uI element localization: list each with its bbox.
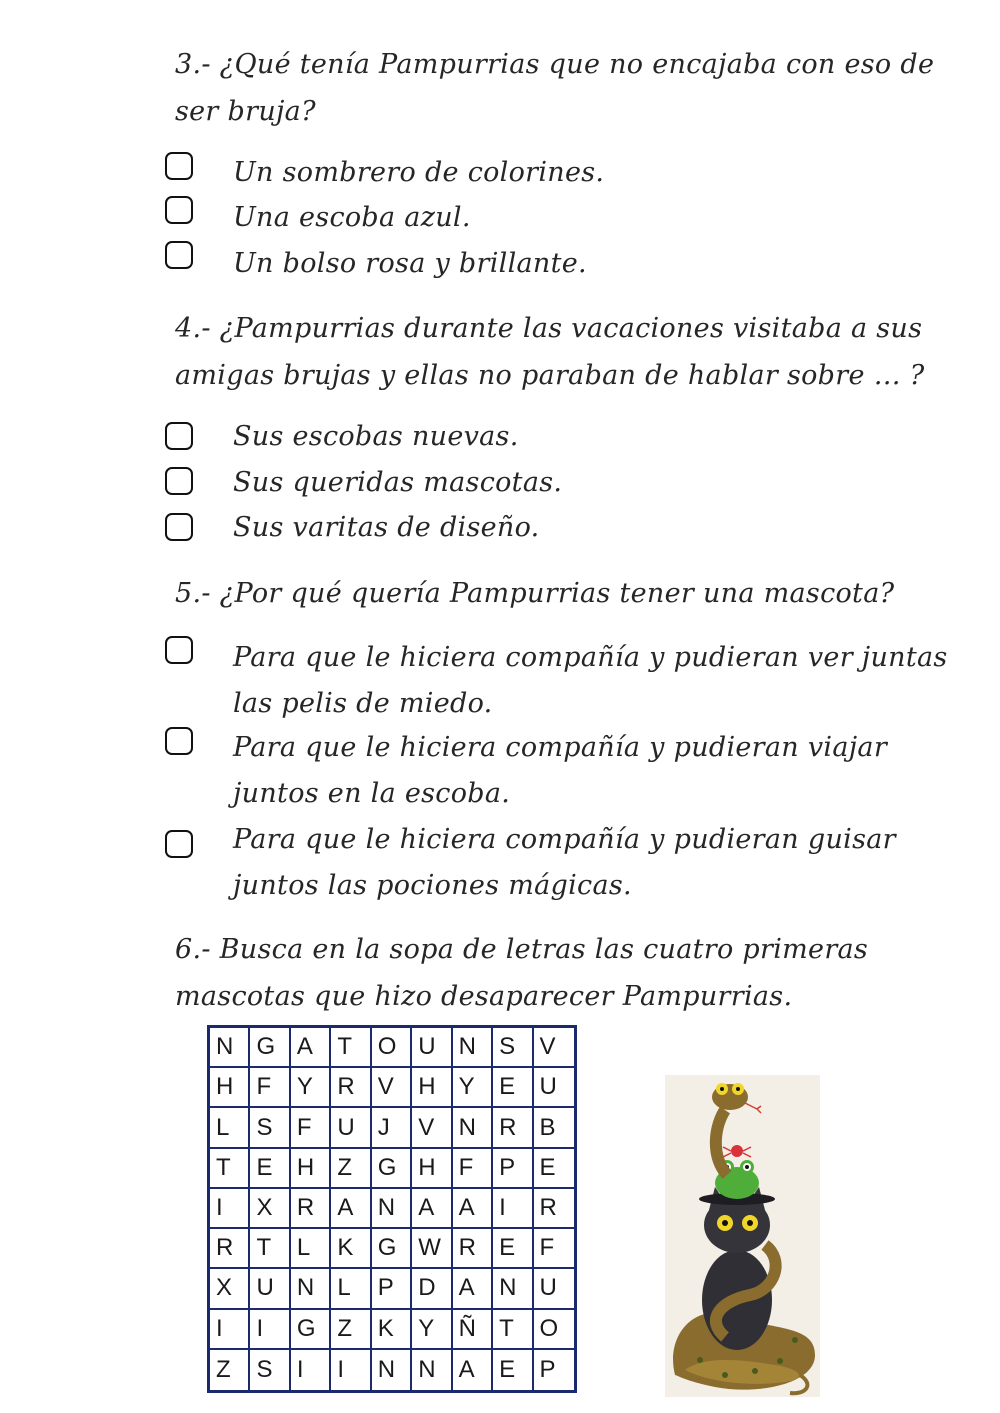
letter-cell[interactable]: W: [412, 1229, 452, 1269]
letter-cell[interactable]: S: [250, 1350, 290, 1390]
letter-cell[interactable]: G: [250, 1028, 290, 1068]
letter-cell[interactable]: Y: [412, 1310, 452, 1350]
letter-cell[interactable]: A: [331, 1189, 371, 1229]
letter-cell[interactable]: L: [331, 1269, 371, 1309]
letter-cell[interactable]: O: [372, 1028, 412, 1068]
letter-cell[interactable]: I: [331, 1350, 371, 1390]
letter-cell[interactable]: N: [210, 1028, 250, 1068]
letter-cell[interactable]: R: [453, 1229, 493, 1269]
letter-cell[interactable]: J: [372, 1108, 412, 1148]
letter-cell[interactable]: H: [412, 1068, 452, 1108]
q5-option-1-checkbox[interactable]: [165, 636, 193, 664]
letter-cell[interactable]: A: [453, 1189, 493, 1229]
letter-cell[interactable]: P: [539, 1355, 556, 1383]
letter-cell[interactable]: N: [412, 1350, 452, 1390]
letter-cell[interactable]: G: [372, 1149, 412, 1189]
letter-cell[interactable]: F: [453, 1149, 493, 1189]
letter-cell[interactable]: S: [493, 1028, 533, 1068]
letter-cell[interactable]: Ñ: [453, 1310, 493, 1350]
q5-option-1-label: Para que le hiciera compañía y pudieran ver juntas las pelis de miedo.: [233, 642, 948, 719]
letter-cell[interactable]: T: [250, 1229, 290, 1269]
question-6-text: 6.- Busca en la sopa de letras las cuatro primeras mascotas que hizo desaparecer Pampurrias.: [175, 934, 869, 1012]
letter-cell[interactable]: D: [412, 1269, 452, 1309]
q4-option-2-checkbox[interactable]: [165, 467, 193, 495]
q4-option-1-checkbox[interactable]: [165, 422, 193, 450]
letter-cell[interactable]: U: [250, 1269, 290, 1309]
letter-cell[interactable]: L: [291, 1229, 331, 1269]
letter-cell[interactable]: X: [210, 1269, 250, 1309]
q4-option-2-label: Sus queridas mascotas.: [233, 467, 563, 498]
q3-option-2-checkbox[interactable]: [165, 196, 193, 224]
q4-option-3-label: Sus varitas de diseño.: [233, 512, 540, 543]
letter-cell[interactable]: I: [210, 1189, 250, 1229]
letter-cell[interactable]: N: [291, 1269, 331, 1309]
q5-option-3-label: Para que le hiciera compañía y pudieran guisar juntos las pociones mágicas.: [233, 824, 896, 901]
q3-option-3-label: Un bolso rosa y brillante.: [233, 248, 587, 279]
letter-cell[interactable]: A: [453, 1350, 493, 1390]
letter-cell[interactable]: Z: [331, 1149, 371, 1189]
letter-cell[interactable]: Y: [453, 1068, 493, 1108]
letter-cell[interactable]: H: [210, 1068, 250, 1108]
q4-option-1-label: Sus escobas nuevas.: [233, 421, 519, 452]
letter-cell[interactable]: I: [493, 1189, 533, 1229]
letter-cell[interactable]: Y: [291, 1068, 331, 1108]
letter-cell[interactable]: K: [331, 1229, 371, 1269]
letter-cell[interactable]: U: [534, 1068, 574, 1108]
letter-cell[interactable]: R: [493, 1108, 533, 1148]
letter-cell[interactable]: I: [250, 1310, 290, 1350]
letter-cell[interactable]: L: [210, 1108, 250, 1148]
letter-cell[interactable]: I: [291, 1350, 331, 1390]
letter-cell[interactable]: E: [250, 1149, 290, 1189]
letter-cell[interactable]: H: [291, 1149, 331, 1189]
q3-option-3-checkbox[interactable]: [165, 241, 193, 269]
letter-cell[interactable]: V: [372, 1068, 412, 1108]
letter-cell[interactable]: U: [534, 1269, 574, 1309]
letter-cell[interactable]: N: [493, 1269, 533, 1309]
q3-option-1-label: Un sombrero de colorines.: [233, 157, 605, 188]
letter-cell[interactable]: V: [534, 1028, 574, 1068]
letter-cell[interactable]: Z: [331, 1310, 371, 1350]
letter-cell[interactable]: S: [250, 1108, 290, 1148]
letter-cell[interactable]: P: [372, 1269, 412, 1309]
question-4-text: 4.- ¿Pampurrias durante las vacaciones visitaba a sus amigas brujas y ellas no paraban de hablar sobre … ?: [175, 313, 925, 391]
question-5-text: 5.- ¿Por qué quería Pampurrias tener una mascota?: [175, 578, 895, 609]
letter-cell[interactable]: A: [412, 1189, 452, 1229]
letter-cell[interactable]: F: [534, 1229, 574, 1269]
word-search-grid: [207, 1025, 577, 1393]
stacked-pets-illustration: [665, 1075, 820, 1397]
letter-cell[interactable]: F: [250, 1068, 290, 1108]
letter-cell[interactable]: P: [493, 1149, 533, 1189]
letter-cell[interactable]: T: [331, 1028, 371, 1068]
letter-cell[interactable]: E: [493, 1068, 533, 1108]
q3-option-2-label: Una escoba azul.: [233, 202, 471, 233]
letter-cell[interactable]: U: [331, 1108, 371, 1148]
letter-cell[interactable]: R: [534, 1189, 574, 1229]
letter-cell[interactable]: A: [291, 1028, 331, 1068]
letter-cell[interactable]: N: [453, 1028, 493, 1068]
letter-cell[interactable]: R: [210, 1229, 250, 1269]
letter-cell[interactable]: F: [291, 1108, 331, 1148]
letter-cell[interactable]: X: [250, 1189, 290, 1229]
letter-cell[interactable]: B: [534, 1108, 574, 1148]
letter-cell[interactable]: E: [534, 1149, 574, 1189]
letter-cell[interactable]: R: [291, 1189, 331, 1229]
letter-cell[interactable]: I: [210, 1310, 250, 1350]
letter-cell[interactable]: T: [493, 1310, 533, 1350]
letter-cell[interactable]: H: [412, 1149, 452, 1189]
q5-option-3-checkbox[interactable]: [165, 830, 193, 858]
letter-cell[interactable]: U: [412, 1028, 452, 1068]
letter-cell[interactable]: K: [372, 1310, 412, 1350]
letter-cell[interactable]: O: [534, 1310, 574, 1350]
q5-option-2-label: Para que le hiciera compañía y pudieran viajar juntos en la escoba.: [233, 732, 888, 809]
q5-option-2-checkbox[interactable]: [165, 727, 193, 755]
letter-cell[interactable]: A: [453, 1269, 493, 1309]
letter-cell[interactable]: N: [453, 1108, 493, 1148]
q4-option-3-checkbox[interactable]: [165, 513, 193, 541]
letter-cell[interactable]: G: [291, 1310, 331, 1350]
letter-cell[interactable]: G: [372, 1229, 412, 1269]
letter-cell[interactable]: V: [412, 1108, 452, 1148]
question-3-text: 3.- ¿Qué tenía Pampurrias que no encajaba con eso de ser bruja?: [175, 49, 935, 127]
q3-option-1-checkbox[interactable]: [165, 152, 193, 180]
letter-cell[interactable]: N: [372, 1189, 412, 1229]
letter-cell[interactable]: R: [331, 1068, 371, 1108]
letter-cell[interactable]: Z: [210, 1350, 250, 1390]
letter-cell[interactable]: E: [493, 1350, 533, 1390]
letter-cell[interactable]: T: [210, 1149, 250, 1189]
letter-cell[interactable]: N: [372, 1350, 412, 1390]
letter-cell[interactable]: E: [493, 1229, 533, 1269]
